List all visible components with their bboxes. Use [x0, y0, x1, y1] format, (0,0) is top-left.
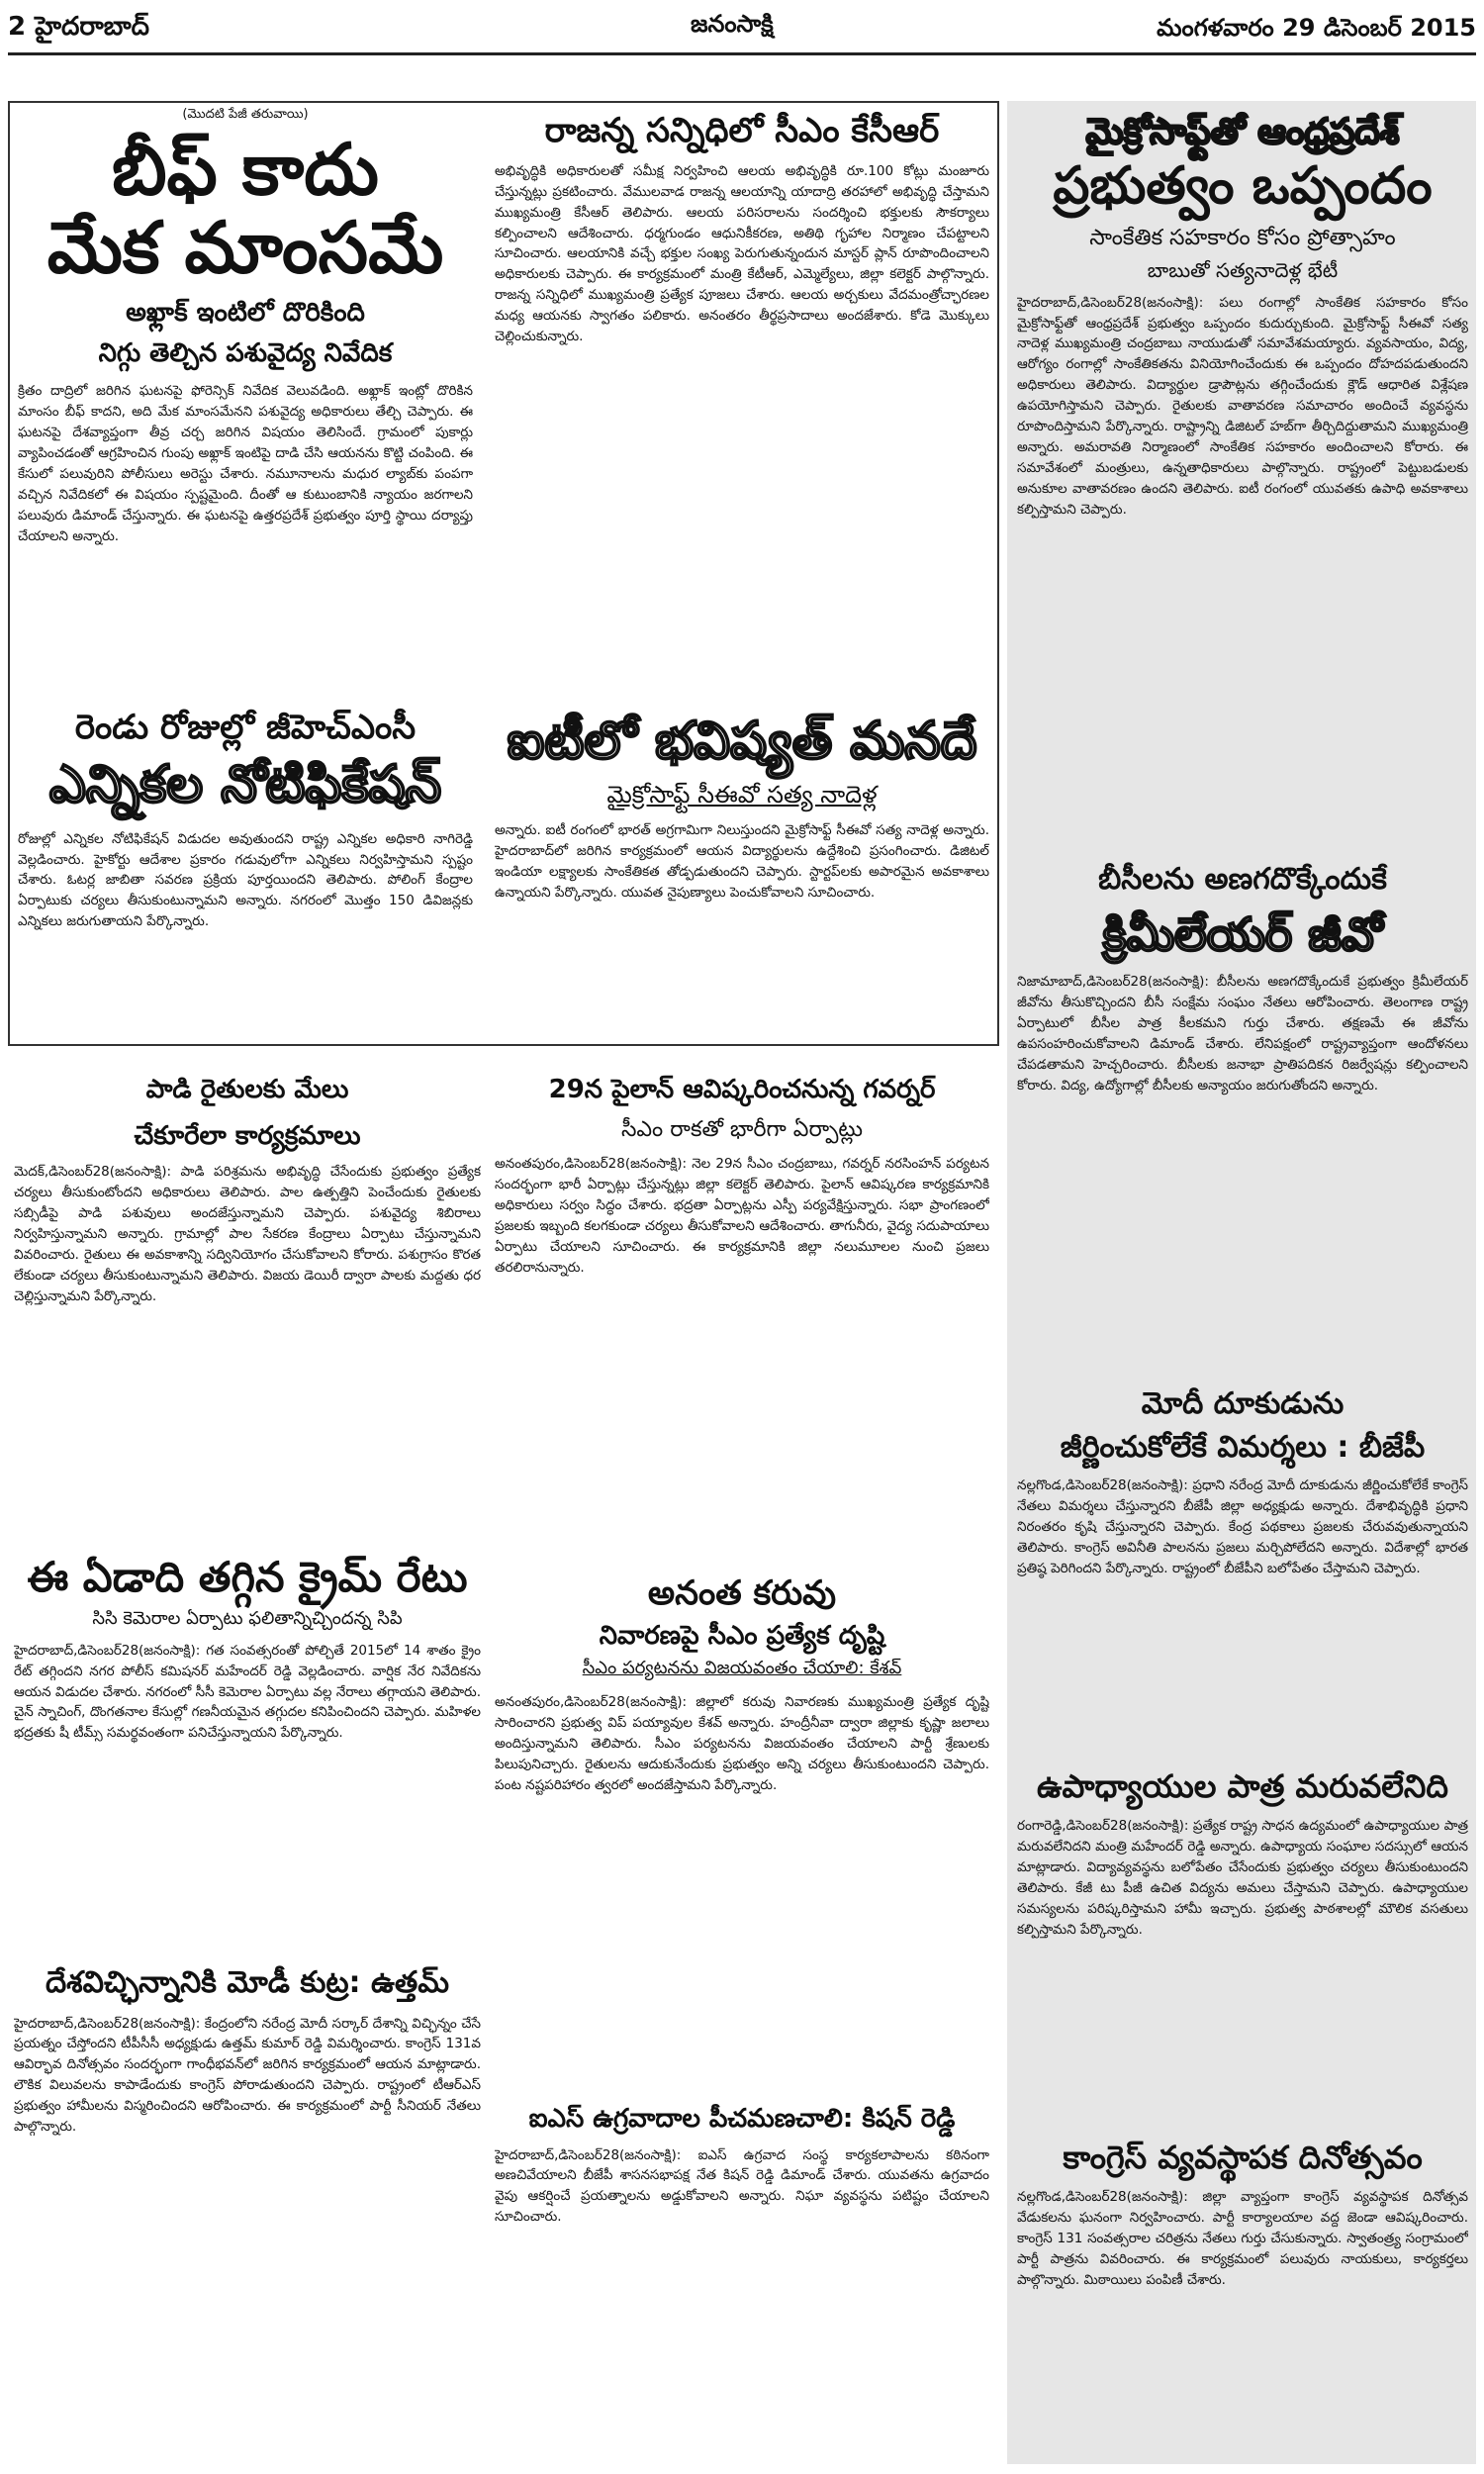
headline-2: క్రిమీలేయర్ జీవో: [1102, 906, 1383, 961]
headline: దేశవిచ్ఛిన్నానికి మోడీ కుట్ర: ఉత్తమ్: [45, 1965, 449, 2000]
article-body: అన్నారు. ఐటీ రంగంలో భారత్ అగ్రగామిగా నిలుస్తుందని మైక్రోసాఫ్ట్ సీఈవో సత్య నాదెళ్ల అన్నారు. హైదరాబాద్‌లో జరిగిన కార్యక్రమంలో ఆయన విద్యార్థులను ఉద్దేశించి ప్రసంగించారు. డిజిటల్ ఇండియా లక్ష్యాలకు సాంకేతికత తోడ్పడుతుందని చెప్పారు. స్టార్టప్‌లకు అపారమైన అవకాశాలు ఉన్నాయని పేర్కొన్నారు. యువత నైపుణ్యాలు పెంచుకోవాలని సూచించారు.: [495, 821, 989, 901]
headline-2: ప్రభుత్వం ఒప్పందం: [1053, 156, 1433, 217]
subheadline: నివారణపై సీఎం ప్రత్యేక దృష్టి: [599, 1620, 885, 1651]
article-beef: [18, 107, 473, 701]
subheadline: సీఎం రాకతో భారీగా ఏర్పాట్లు: [620, 1116, 864, 1142]
article-body: మెదక్,డిసెంబర్28(జనంసాక్షి): పాడి పరిశ్రమను అభివృద్ధి చేసేందుకు ప్రభుత్వం ప్రత్యేక చర్యలు తీసుకుంటోందని అధికారులు తెలిపారు. పాల ఉత్పత్తిని పెంచేందుకు రైతులకు సబ్సిడీపై పాడి పశువులు అందజేస్తున్నామని చెప్పారు. పశువైద్య శిబిరాలు నిర్వహిస్తున్నామని అన్నారు. గ్రామాల్లో పాల సేకరణ కేంద్రాలు ఏర్పాటు చేస్తున్నామని వివరించారు. రైతులు ఈ అవకాశాన్ని సద్వినియోగం చేసుకోవాలని కోరారు. పశుగ్రాసం కొరత లేకుండా చర్యలు తీసుకుంటున్నామని తెలిపారు. విజయ డెయిరీ ద్వారా పాలకు మద్దతు ధర చెల్లిస్తున్నామని పేర్కొన్నారు.: [14, 1164, 481, 1304]
headline-2: ఎన్నికల నోటిఫికేషన్: [48, 754, 442, 814]
headline: రాజన్న సన్నిధిలో సీఎం కేసీఆర్: [544, 111, 940, 150]
tagline: సీఎం పర్యటనను విజయవంతం చేయాలి: కేశవ్: [582, 1658, 902, 1679]
article-body: అభివృద్ధికి అధికారులతో సమీక్ష నిర్వహించి ఆలయ అభివృద్ధికి రూ.100 కోట్లు మంజూరు చేస్తున్నట్లు ప్రకటించారు. వేములవాడ రాజన్న ఆలయాన్ని యాదాద్రి తరహాలో అభివృద్ధి చేస్తామని ముఖ్యమంత్రి కేసీఆర్ తెలిపారు. ఆలయ పరిసరాలను సందర్శించి భక్తులకు సౌకర్యాలు కల్పించాలని ఆదేశించారు. ధర్మగుండం ఆధునికీకరణ, అతిథి గృహాల నిర్మాణం చేపట్టాలని సూచించారు. ఆలయానికి వచ్చే భక్తుల సంఖ్య పెరుగుతున్నందున మాస్టర్ ప్లాన్ రూపొందించాలని అధికారులకు చెప్పారు. ఈ కార్యక్రమంలో మంత్రి కేటీఆర్, ఎమ్మెల్యేలు, జిల్లా కలెక్టర్ పాల్గొన్నారు. రాజన్న సన్నిధిలో ముఖ్యమంత్రి ప్రత్యేక పూజలు చేశారు. ఆలయ అర్చకులు వేదమంత్రోచ్ఛారణల మధ్య ఆయనకు స్వాగతం పలికారు. అనంతరం తీర్థప్రసాదాలు అందజేశారు. కోడె మొక్కులు చెల్లించుకున్నారు.: [495, 162, 989, 345]
article-pylon: [495, 1074, 989, 1559]
headline-1: బీఫ్ కాదు: [112, 128, 379, 211]
article-body: హైదరాబాద్,డిసెంబర్28(జనంసాక్షి): గత సంవత్సరంతో పోల్చితే 2015లో 14 శాతం క్రైం రేట్ తగ్గిందని నగర పోలీస్ కమిషనర్ మహేందర్ రెడ్డి వెల్లడించారు. వార్షిక నేర నివేదికను ఆయన విడుదల చేశారు. నగరంలో సీసీ కెమెరాల ఏర్పాటు వల్ల నేరాలు తగ్గాయని తెలిపారు. చైన్ స్నాచింగ్, దొంగతనాల కేసుల్లో గణనీయమైన తగ్గుదల కనిపించిందని చెప్పారు. మహిళల భద్రతకు షీ టీమ్స్ సమర్థవంతంగా పనిచేస్తున్నాయని పేర్కొన్నారు.: [14, 1642, 481, 1742]
headline: ఐఎస్ ఉగ్రవాదాల పీచమణచాలి: కిషన్ రెడ్డి: [528, 2104, 956, 2134]
article-body: అనంతపురం,డిసెంబర్28(జనంసాక్షి): జిల్లాలో కరువు నివారణకు ముఖ్యమంత్రి ప్రత్యేక దృష్టి సారించారని ప్రభుత్వ విప్ పయ్యావుల కేశవ్ అన్నారు. హంద్రీనీవా ద్వారా జిల్లాకు కృష్ణా జలాలు అందిస్తున్నామని తెలిపారు. సీఎం పర్యటనను విజయవంతం చేయాలని పార్టీ శ్రేణులకు పిలుపునిచ్చారు. రైతులను ఆదుకునేందుకు ప్రభుత్వం అన్ని చర్యలు తీసుకుంటుందని చెప్పారు. పంట నష్టపరిహారం త్వరలో అందజేస్తామని పేర్కొన్నారు.: [495, 1694, 989, 1793]
article-body: నిజామాబాద్,డిసెంబర్28(జనంసాక్షి): బీసీలను అణగదొక్కేందుకే ప్రభుత్వం క్రిమీలేయర్ జీవోను తీసుకొచ్చిందని బీసీ సంక్షేమ సంఘం నేతలు ఆరోపించారు. తెలంగాణ రాష్ట్ర ఏర్పాటులో బీసీల పాత్ర కీలకమని గుర్తు చేశారు. తక్షణమే ఈ జీవోను ఉపసంహరించుకోవాలని డిమాండ్ చేశారు. లేనిపక్షంలో రాష్ట్రవ్యాప్తంగా ఆందోళనలు చేపడతామని హెచ్చరించారు. బీసీలకు జనాభా ప్రాతిపదికన రిజర్వేషన్లు కల్పించాలని కోరారు. విద్య, ఉద్యోగాల్లో బీసీలకు అన్యాయం జరుగుతోందని అన్నారు.: [1017, 974, 1468, 1094]
article-crime: [14, 1554, 481, 1950]
article-kishan: [495, 2103, 989, 2464]
headline-1: మోదీ దూకుడును: [1141, 1386, 1345, 1421]
headline: ఉపాధ్యాయుల పాత్ర మరువలేనిది: [1037, 1767, 1448, 1805]
article-body: అనంతపురం,డిసెంబర్28(జనంసాక్షి): నెల 29న సీఎం చంద్రబాబు, గవర్నర్ నరసింహన్ పర్యటన సందర్భంగా భారీ ఏర్పాట్లు చేస్తున్నట్లు జిల్లా కలెక్టర్ తెలిపారు. పైలాన్ ఆవిష్కరణ కార్యక్రమానికి అధికారులు సర్వం సిద్ధం చేశారు. భద్రతా ఏర్పాట్లను ఎస్పీ పర్యవేక్షిస్తున్నారు. సభా ప్రాంగణంలో ప్రజలకు ఇబ్బంది కలగకుండా చర్యలు తీసుకోవాలని ఆదేశించారు. తాగునీరు, వైద్య సదుపాయాలు ఏర్పాటు చేయాలని సూచించారు. ఈ కార్యక్రమానికి జిల్లా నలుమూలల నుంచి ప్రజలు తరలిరానున్నారు.: [495, 1156, 989, 1276]
article-uttam: [14, 1964, 481, 2464]
subheadline-2: బాబుతో సత్యనాదెళ్ల భేటీ: [1147, 257, 1339, 282]
article-ghmc: [18, 708, 473, 1034]
headline: ఈ ఏడాది తగ్గిన క్రైమ్ రేటు: [27, 1553, 468, 1601]
headline: కాంగ్రెస్ వ్యవస్థాపక దినోత్సవం: [1063, 2139, 1423, 2176]
article-body: హైదరాబాద్,డిసెంబర్28(జనంసాక్షి): ఐఎస్ ఉగ్రవాద సంస్థ కార్యకలాపాలను కఠినంగా అణచివేయాలని బీజేపీ శాసనసభాపక్ష నేత కిషన్ రెడ్డి డిమాండ్ చేశారు. యువతను ఉగ్రవాదం వైపు ఆకర్షించే ప్రయత్నాలను అడ్డుకోవాలని అన్నారు. నిఘా వ్యవస్థను పటిష్టం చేయాలని సూచించారు.: [495, 2146, 989, 2226]
headline-1: బీసీలను అణగదొక్కేందుకే: [1098, 862, 1387, 897]
continuation-tag: (మొదటి పేజీ తరువాయి): [182, 107, 309, 122]
article-kcr: [495, 111, 989, 695]
subheadline-1: సాంకేతిక సహకారం కోసం ప్రోత్సాహం: [1089, 225, 1396, 250]
article-body: హైదరాబాద్,డిసెంబర్28(జనంసాక్షి): పలు రంగాల్లో సాంకేతిక సహకారం కోసం మైక్రోసాఫ్ట్‌తో ఆంధ్రప్రదేశ్ ప్రభుత్వం ఒప్పందం కుదుర్చుకుంది. మైక్రోసాఫ్ట్ సీఈవో సత్య నాదెళ్ల ముఖ్యమంత్రి చంద్రబాబు నాయుడుతో సమావేశమయ్యారు. వ్యవసాయం, విద్య, ఆరోగ్యం రంగాల్లో సాంకేతికతను వినియోగించేందుకు ఈ ఒప్పందం దోహదపడుతుందని అధికారులు తెలిపారు. విద్యార్థుల డ్రాపౌట్లను తగ్గించేందుకు క్లౌడ్ ఆధారిత విశ్లేషణ ఉపయోగిస్తామని చెప్పారు. రైతులకు వాతావరణ సమాచారం అందించే వ్యవస్థను రూపొందిస్తామని పేర్కొన్నారు. రాష్ట్రాన్ని డిజిటల్ హబ్‌గా తీర్చిదిద్దుతామని ముఖ్యమంత్రి అన్నారు. అమరావతి నిర్మాణంలో సాంకేతిక సహకారం అందించాలని కోరారు. ఈ సమావేశంలో మంత్రులు, ఉన్నతాధికారులు పాల్గొన్నారు. రాష్ట్రంలో పెట్టుబడులకు అనుకూల వాతావరణం ఉందని తెలిపారు. ఐటీ రంగంలో యువతకు ఉపాధి అవకాశాలు కల్పిస్తామని చెప్పారు.: [1017, 294, 1468, 518]
article-body: రంగారెడ్డి,డిసెంబర్28(జనంసాక్షి): ప్రత్యేక రాష్ట్ర సాధన ఉద్యమంలో ఉపాధ్యాయుల పాత్ర మరువలేనిదని మంత్రి మహేందర్ రెడ్డి అన్నారు. ఉపాధ్యాయ సంఘాల సదస్సులో ఆయన మాట్లాడారు. విద్యావ్యవస్థను బలోపేతం చేసేందుకు ప్రభుత్వం చర్యలు తీసుకుంటుందని తెలిపారు. కేజీ టు పీజీ ఉచిత విద్యను అమలు చేస్తామని చెప్పారు. ఉపాధ్యాయుల సమస్యలను పరిష్కరిస్తామని హామీ ఇచ్చారు. ప్రభుత్వ పాఠశాలల్లో మౌలిక వసతులు కల్పిస్తామని పేర్కొన్నారు.: [1017, 1818, 1468, 1938]
subheadline-2: నిగ్గు తెల్చిన పశువైద్య నివేదిక: [98, 337, 393, 368]
headline: పాడి రైతులకు మేలు: [145, 1075, 349, 1104]
masthead: [8, 4, 1476, 55]
subheadline-1: అఖ్లాక్ ఇంటిలో దొరికింది: [126, 298, 365, 329]
article-modi-bjp: [1017, 1385, 1468, 1752]
headline-1: రెండు రోజుల్లో జీహెచ్ఎంసీ: [74, 708, 417, 747]
issue-date: మంగళవారం 29 డిసెంబర్ 2015: [1157, 14, 1476, 42]
subheadline: సిసి కెమెరాల ఏర్పాటు ఫలితాన్నిచ్చిందన్న సిపి: [92, 1608, 403, 1630]
article-congress-day: [1017, 2138, 1468, 2459]
article-creamy-layer: [1017, 861, 1468, 1376]
article-body: హైదరాబాద్,డిసెంబర్28(జనంసాక్షి): కేంద్రంలోని నరేంద్ర మోదీ సర్కార్ దేశాన్ని విచ్ఛిన్నం చేసే ప్రయత్నం చేస్తోందని టీపీసీసీ అధ్యక్షుడు ఉత్తమ్ కుమార్ రెడ్డి విమర్శించారు. కాంగ్రెస్ 131వ ఆవిర్భావ దినోత్సవం సందర్భంగా గాంధీభవన్‌లో జరిగిన కార్యక్రమంలో ఆయన మాట్లాడారు. లౌకిక విలువలను కాపాడేందుకు కాంగ్రెస్ పోరాడుతుందని చెప్పారు. రాష్ట్రంలో టీఆర్ఎస్ ప్రభుత్వం హామీలను విస్మరించిందని ఆరోపించారు. ఈ కార్యక్రమంలో పార్టీ సీనియర్ నేతలు పాల్గొన్నారు.: [14, 2015, 481, 2136]
article-teachers: [1017, 1766, 1468, 2123]
article-body: నల్లగొండ,డిసెంబర్28(జనంసాక్షి): జిల్లా వ్యాప్తంగా కాంగ్రెస్ వ్యవస్థాపక దినోత్సవ వేడుకలను ఘనంగా నిర్వహించారు. పార్టీ కార్యాలయాల వద్ద జెండా ఆవిష్కరించారు. కాంగ్రెస్ 131 సంవత్సరాల చరిత్రను నేతలు గుర్తు చేసుకున్నారు. స్వాతంత్ర్య సంగ్రామంలో పార్టీ పాత్రను వివరించారు. ఈ కార్యక్రమంలో పలువురు నాయకులు, కార్యకర్తలు పాల్గొన్నారు. మిఠాయిలు పంపిణీ చేశారు.: [1017, 2189, 1468, 2288]
newspaper-logo: జనంసాక్షి: [691, 10, 774, 38]
article-dairy: [14, 1074, 481, 1539]
headline-2: జీర్ణించుకోలేకే విమర్శలు : బీజేపీ: [1060, 1429, 1426, 1465]
article-drought: [495, 1573, 989, 2088]
article-body: రోజుల్లో ఎన్నికల నోటిఫికేషన్ విడుదల అవుతుందని రాష్ట్ర ఎన్నికల అధికారి నాగిరెడ్డి వెల్లడించారు. హైకోర్టు ఆదేశాల ప్రకారం గడువులోగా ఎన్నికలు నిర్వహిస్తామని స్పష్టం చేశారు. ఓటర్ల జాబితా సవరణ ప్రక్రియ పూర్తయిందని తెలిపారు. పోలింగ్ కేంద్రాల ఏర్పాటుకు చర్యలు తీసుకుంటున్నామని అన్నారు. నగరంలో మొత్తం 150 డివిజన్లకు ఎన్నికలు జరుగుతాయని పేర్కొన్నారు.: [18, 830, 473, 930]
page-number: 2 హైదరాబాద్: [8, 12, 149, 42]
headline: అనంత కరువు: [647, 1573, 837, 1613]
headline: 29న పైలాన్ ఆవిష్కరించనున్న గవర్నర్: [548, 1075, 936, 1104]
headline-2: మేక మాంసమే: [46, 206, 444, 290]
article-microsoft-ap: [1017, 111, 1468, 843]
headline: ఐటీలో భవిష్యత్ మనదే: [507, 712, 977, 771]
article-it-future: [495, 713, 989, 1039]
article-body: క్రితం దాద్రిలో జరిగిన ఘటనపై ఫోరెన్సిక్ నివేదిక వెలువడింది. అఖ్లాక్ ఇంట్లో దొరికిన మాంసం బీఫ్ కాదని, అది మేక మాంసమేనని పశువైద్య అధికారులు తేల్చి చెప్పారు. ఈ ఘటనపై దేశవ్యాప్తంగా తీవ్ర చర్చ జరిగిన విషయం తెలిసిందే. గ్రామంలో పుకార్లు వ్యాపించడంతో ఆగ్రహించిన గుంపు అఖ్లాక్ ఇంటిపై దాడి చేసి ఆయనను కొట్టి చంపింది. ఈ కేసులో పలువురిని పోలీసులు అరెస్టు చేశారు. నమూనాలను మధుర ల్యాబ్‌కు పంపగా వచ్చిన నివేదికలో ఈ విషయం స్పష్టమైంది. దీంతో ఆ కుటుంబానికి న్యాయం జరగాలని పలువురు డిమాండ్ చేస్తున్నారు. ఈ ఘటనపై ఉత్తరప్రదేశ్ ప్రభుత్వం పూర్తి స్థాయి దర్యాప్తు చేయాలని అన్నారు.: [18, 383, 473, 544]
article-body: నల్లగొండ,డిసెంబర్28(జనంసాక్షి): ప్రధాని నరేంద్ర మోదీ దూకుడును జీర్ణించుకోలేకే కాంగ్రెస్ నేతలు విమర్శలు చేస్తున్నారని బీజేపీ జిల్లా అధ్యక్షుడు అన్నారు. దేశాభివృద్ధికి ప్రధాని నిరంతరం కృషి చేస్తున్నారని చెప్పారు. కేంద్ర పథకాలు ప్రజలకు చేరువవుతున్నాయని తెలిపారు. కాంగ్రెస్ అవినీతి పాలనను ప్రజలు మర్చిపోలేదని అన్నారు. విదేశాల్లో భారత ప్రతిష్ఠ పెరిగిందని పేర్కొన్నారు. రాష్ట్రంలో బీజేపీని బలోపేతం చేస్తామని చెప్పారు.: [1017, 1477, 1468, 1576]
subheadline: మైక్రోసాఫ్ట్ సీఈవో సత్య నాదెళ్ల: [606, 780, 878, 809]
subheadline: చేకూరేలా కార్యక్రమాలు: [134, 1120, 361, 1151]
headline-1: మైక్రోసాఫ్ట్‌తో ఆంధ్రప్రదేశ్: [1085, 112, 1400, 152]
